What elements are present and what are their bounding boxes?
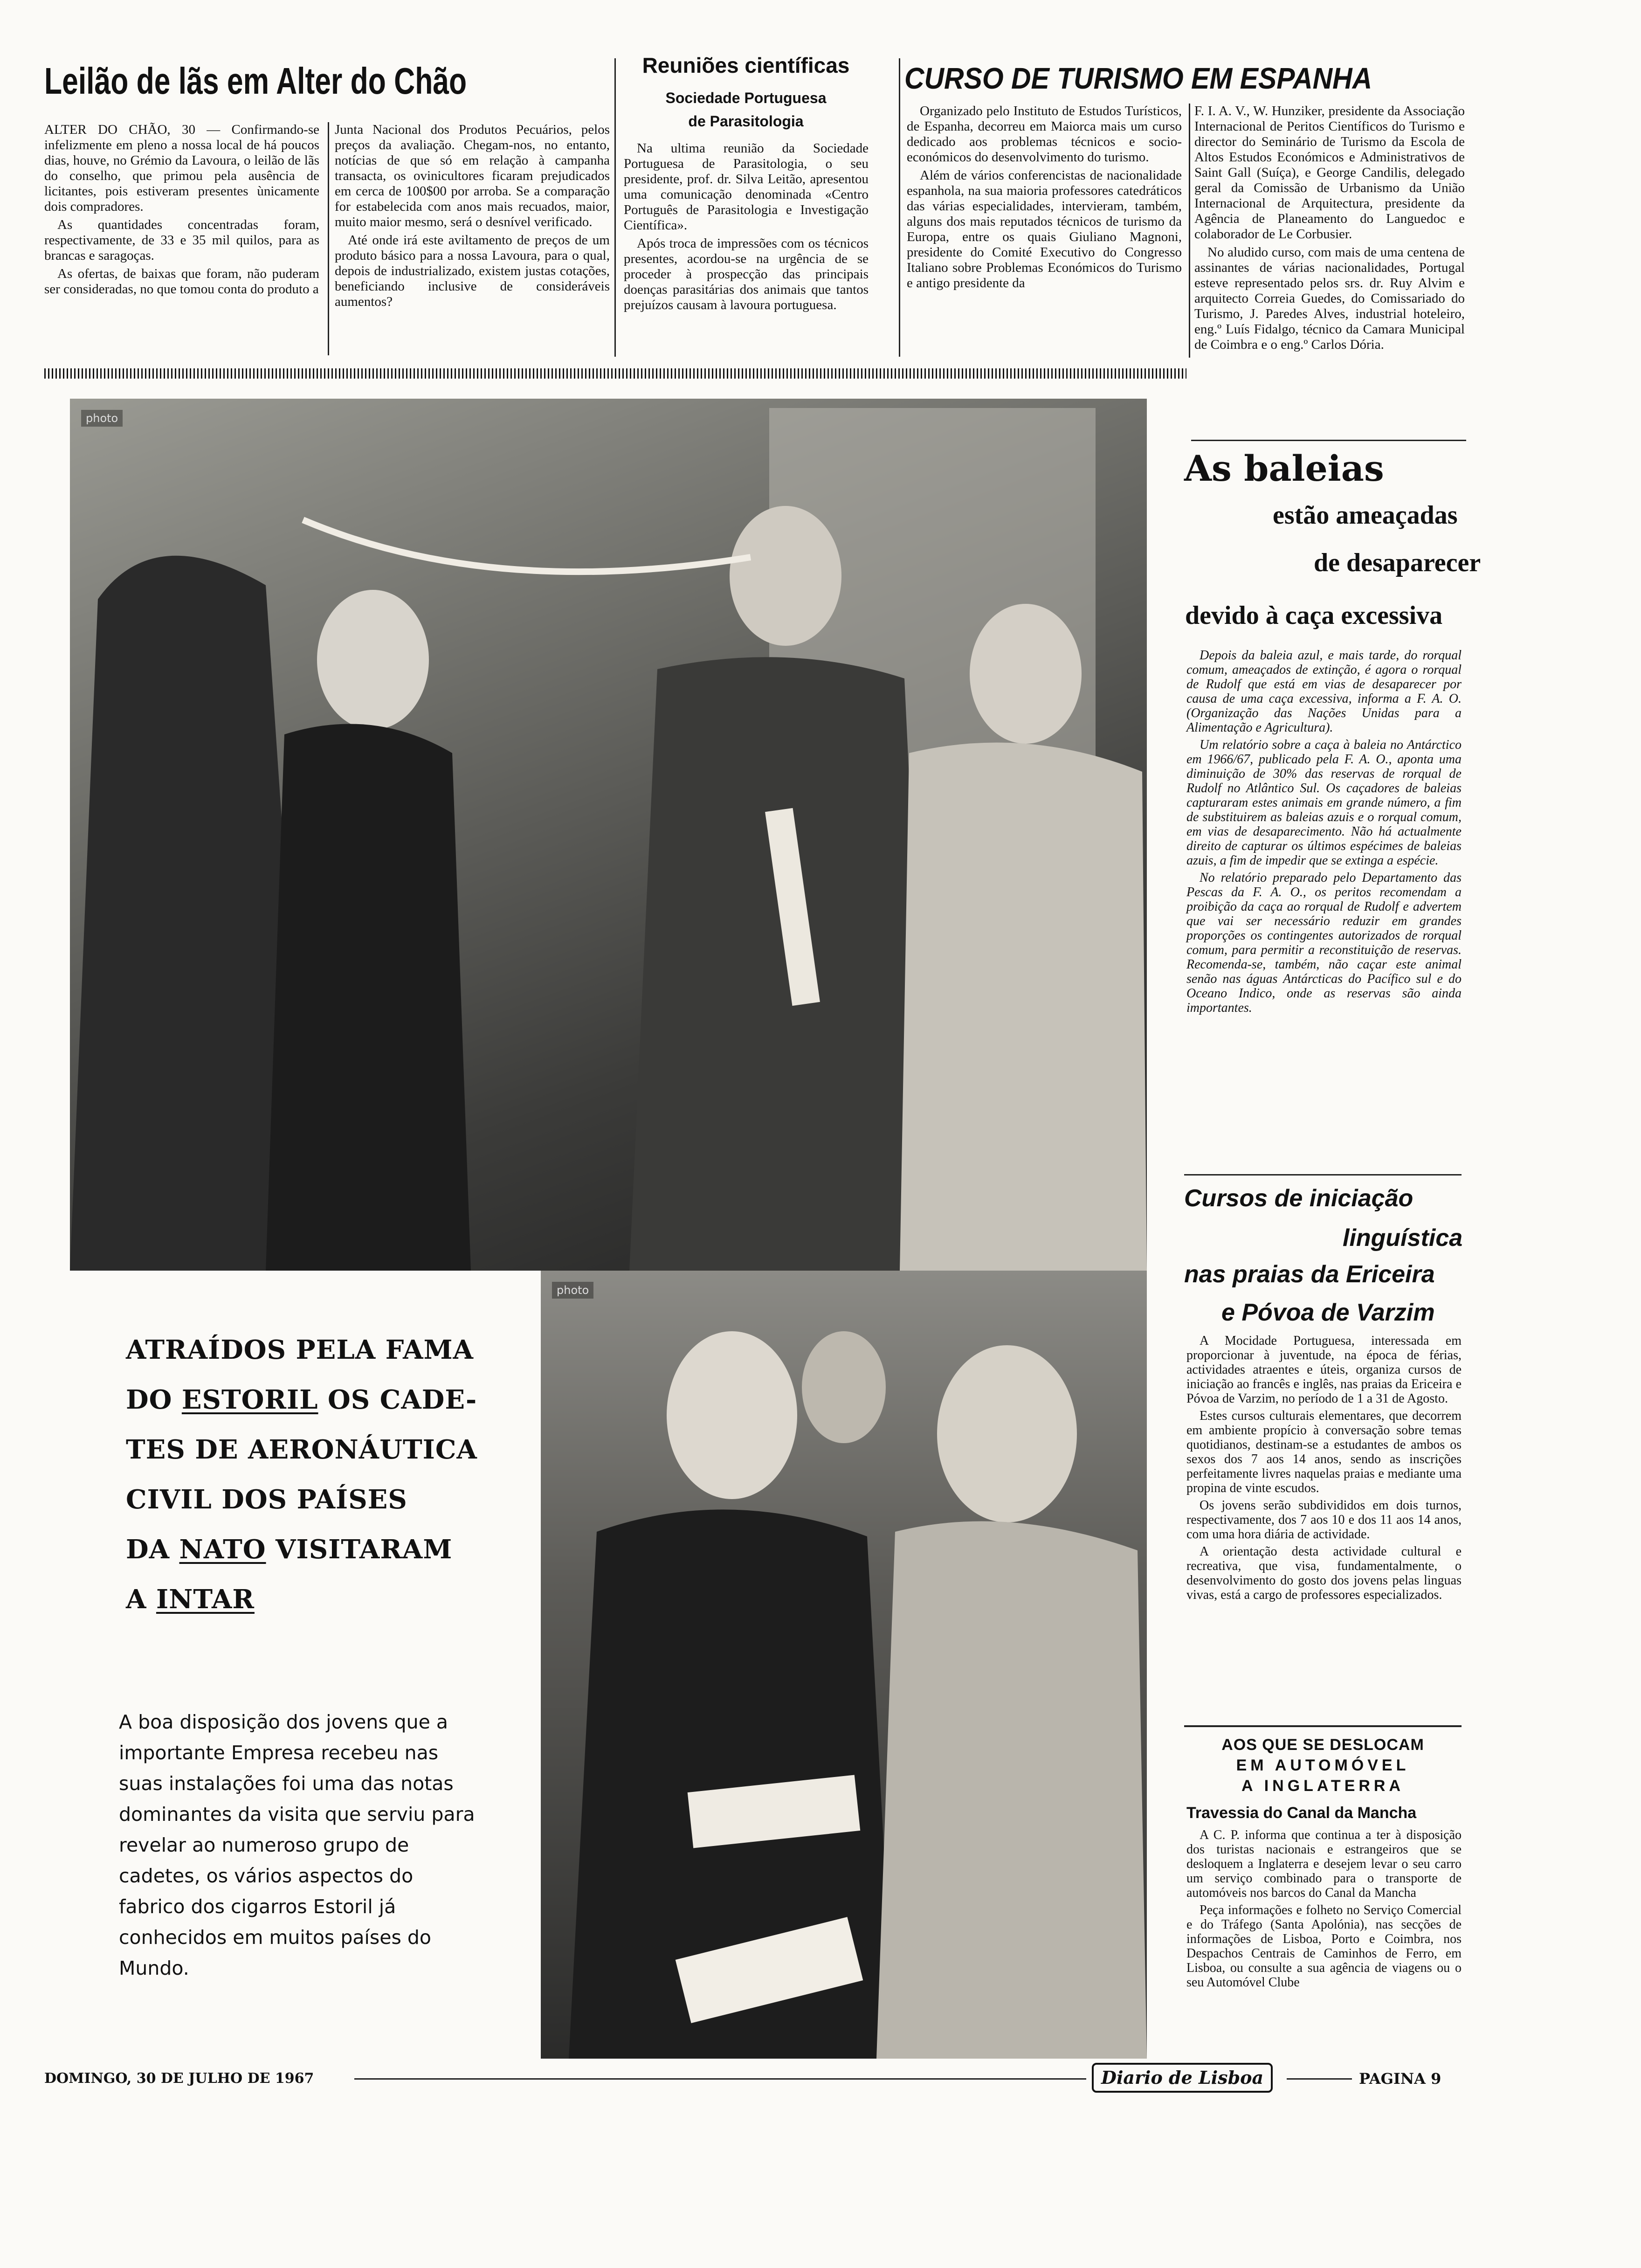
baleias-headline-4: devido à caça excessiva — [1185, 601, 1443, 630]
paragraph: Um relatório sobre a caça à baleia no Antárctico em 1966/67, publicado pela F. A. O., aponta uma diminuição de 30% das reservas de rorqual de Rudolf no Atlântico Sul. Os caçadores de baleias capturaram estes animais em grande número, a fim de substituirem as baleias azuis e o rorqual comum, em vias de desaparecimento. Não há actualmente direito de capturar os últimos espécimes de baleias azuis, a fim de impedir que se extinga a espécie. — [1186, 738, 1462, 868]
photo-cadets-with-director — [541, 1271, 1147, 2059]
paragraph: Além de vários conferencistas de nacionalidade espanhola, na sua maioria professores catedráticos das várias especialidades, intervieram, também, alguns dos mais reputados técnicos de turismo da Europa, entre os quais Giuliano Magnoni, presidente do Comité Executivo do Congresso Italiano sobre Problemas Económicos do Turismo e antigo presidente da — [907, 168, 1182, 290]
footer-masthead: Diario de Lisboa — [1092, 2063, 1273, 2093]
paragraph: Depois da baleia azul, e mais tarde, do rorqual comum, ameaçados de extinção, é agora o rorqual de Rudolf que está em vias de desaparecer por causa de uma caça excessiva, informa a F. A. O. (Organização das Nações Unidas para a Alimentação e Agricultura). — [1186, 648, 1462, 735]
leilao-headline: Leilão de lãs em Alter do Chão — [44, 60, 467, 102]
automovel-subhead: Travessia do Canal da Mancha — [1186, 1804, 1417, 1822]
paragraph: As quantidades concentradas foram, respectivamente, de 33 e 35 mil quilos, para as brancas e saragoças. — [44, 217, 319, 263]
cursos-headline-3: nas praias da Ericeira — [1184, 1261, 1435, 1288]
feature-headline-line: ATRAÍDOS PELA FAMA — [126, 1335, 474, 1365]
feature-caption: A boa disposição dos jovens que a importante Empresa recebeu nas suas instalações foi uma das notas dominantes da visita que serviu para revelar ao numeroso grupo de cadetes, os vários aspectos do fabrico dos cigarros Estoril já conhecidos em muitos países do Mundo. — [119, 1711, 475, 1979]
underlined-word-nato: NATO — [179, 1534, 266, 1565]
paragraph: Estes cursos culturais elementares, que decorrem em ambiente propício à conversação sobre temas quotidianos, destinam-se a estudantes de ambos os sexos dos 7 aos 14 anos, sendo as inscrições perfeitamente livres naquelas praias e mediante uma propina de vinte escudos. — [1186, 1409, 1462, 1495]
photo-cadets-group — [70, 399, 1147, 1271]
curso-column-2 — [1194, 104, 1465, 355]
paragraph: F. I. A. V., W. Hunziker, presidente da Associação Internacional de Peritos Científicos do Turismo e director do Seminário de Turismo da Escola de Altos Estudos Económicos e Administrativos de Saint Gall (Suíça), e George Candilis, delegado geral da Comissão de Urbanismo da União Internacional de Arquitectura, presidente da Agência de Planeamento do Languedoc e colaborador de Le Corbusier. — [1194, 104, 1465, 242]
reunioes-body — [624, 141, 869, 316]
automovel-body — [1186, 1828, 1462, 1992]
feature-headline-line: CIVIL DOS PAÍSES — [126, 1484, 407, 1515]
footer-date: DOMINGO, 30 DE JULHO DE 1967 — [44, 2070, 314, 2087]
feature-headline-line: DO ESTORIL OS CADE- — [126, 1384, 477, 1415]
baleias-headline-3: de desaparecer — [1314, 548, 1481, 577]
cursos-headline-2: linguística — [1343, 1224, 1463, 1252]
automovel-headline-2: EM AUTOMÓVEL — [1236, 1756, 1410, 1774]
paragraph: Até onde irá este aviltamento de preços de um produto básico para a nossa Lavoura, para o qual, depois de industrializado, existem justas cotações, beneficiando inclusive de consideráveis aumentos? — [335, 233, 610, 309]
paragraph: As ofertas, de baixas que foram, não puderam ser consideradas, no que tomou conta do produto a — [44, 266, 319, 297]
leilao-column-1 — [44, 122, 319, 300]
feature-headline — [126, 1325, 490, 1625]
reunioes-subhead-2: de Parasitologia — [688, 113, 804, 130]
underlined-word-intar: INTAR — [156, 1584, 255, 1615]
automovel-headline-1: AOS QUE SE DESLOCAM — [1221, 1736, 1424, 1754]
paragraph: ALTER DO CHÃO, 30 — Confirmando-se infelizmente em pleno a nossa local de há poucos dias, houve, no Grémio da Lavoura, o leilão de lãs do conselho, que primou pela ausência de licitantes, pois estiveram presentes ùnicamente dois compradores. — [44, 122, 319, 214]
footer-page-number: PAGINA 9 — [1359, 2070, 1441, 2088]
reunioes-subhead-1: Sociedade Portuguesa — [665, 90, 827, 106]
photo-label: photo — [81, 410, 123, 427]
curso-headline: CURSO DE TURISMO EM ESPANHA — [904, 62, 1372, 95]
cursos-body — [1186, 1334, 1462, 1605]
hatched-rule — [44, 368, 1186, 379]
paragraph: Após troca de impressões com os técnicos presentes, acordou-se na urgência de se proceder à prospecção das principais doenças parasitárias dos animais que tantos prejuízos causam à lavoura portuguesa. — [624, 236, 869, 312]
feature-headline-line: DA NATO VISITARAM — [126, 1534, 453, 1565]
cursos-headline-1: Cursos de iniciação — [1184, 1185, 1413, 1212]
underlined-word-estoril: ESTORIL — [181, 1384, 318, 1415]
baleias-headline-2: estão ameaçadas — [1273, 501, 1458, 530]
paragraph: A Mocidade Portuguesa, interessada em proporcionar à juventude, na época de férias, actividades atraentes e úteis, organiza cursos de iniciação ao francês e inglês, nas praias da Ericeira e Póvoa de Varzim, no período de 1 a 31 de Agosto. — [1186, 1334, 1462, 1406]
paragraph: Os jovens serão subdivididos em dois turnos, respectivamente, dos 7 aos 10 e dos 11 aos 14 anos, com uma hora diária de actividade. — [1186, 1498, 1462, 1542]
feature-headline-line: A INTAR — [126, 1584, 255, 1615]
paragraph: Na ultima reunião da Sociedade Portuguesa de Parasitologia, o seu presidente, prof. dr. Silva Leitão, apresentou uma comunicação denominada «Centro Português de Parasitologia e Investigação Científica». — [624, 141, 869, 233]
paragraph: A orientação desta actividade cultural e recreativa, que visa, fundamentalmente, o desenvolvimento do gosto dos jovens pelas linguas vivas, está a cargo de professores especializados. — [1186, 1544, 1462, 1602]
cursos-headline-4: e Póvoa de Varzim — [1221, 1299, 1435, 1326]
baleias-headline-1: As baleias — [1184, 448, 1384, 489]
automovel-headline-3: A INGLATERRA — [1241, 1777, 1405, 1795]
paragraph: Organizado pelo Instituto de Estudos Turísticos, de Espanha, decorreu em Maiorca mais um curso dedicado aos problemas técnicos e socio-económicos do desenvolvimento do turismo. — [907, 104, 1182, 165]
curso-column-1 — [907, 104, 1182, 294]
paragraph: No relatório preparado pelo Departamento das Pescas da F. A. O., os peritos recomendam a proibição da caça ao rorqual de Rudolf e advertem que vai ser necessário reduzir em grandes proporções os contingentes autorizados de rorqual comum, para permitir a reconstituição de reservas. Recomenda-se, também, não caçar este animal senão nas águas Antárcticas do Pacífico sul e do Oceano Indico, onde as reservas são ainda importantes. — [1186, 871, 1462, 1015]
paragraph: Peça informações e folheto no Serviço Comercial e do Tráfego (Santa Apolónia), nas secções de informações de Lisboa, Porto e Coimbra, nos Despachos Centrais de Caminhos de Ferro, em Lisboa, ou consulte a sua agência de viagens ou o seu Automóvel Clube — [1186, 1903, 1462, 1990]
leilao-column-2 — [335, 122, 610, 312]
paragraph: Junta Nacional dos Produtos Pecuários, pelos preços da avaliação. Chegam-nos, no entanto, notícias de que só em relação à campanha transacta, os ovinicultores ficaram prejudicados em cerca de 100$00 por arroba. Se a comparação for estabelecida com anos mais recuados, maior, muito maior mesmo, será o desnível verificado. — [335, 122, 610, 229]
feature-headline-line: TES DE AERONÁUTICA — [126, 1434, 477, 1465]
paragraph: A C. P. informa que continua a ter à disposição dos turistas nacionais e estrangeiros que se desloquem a Inglaterra e desejem levar o seu carro um serviço combinado para o transporte de automóveis nos barcos do Canal da Mancha — [1186, 1828, 1462, 1900]
photo-label: photo — [552, 1282, 593, 1299]
reunioes-headline: Reuniões científicas — [642, 53, 850, 77]
baleias-body — [1186, 648, 1462, 1018]
paragraph: No aludido curso, com mais de uma centena de assinantes de várias nacionalidades, Portugal esteve representado pelos srs. dr. Ruy Alvim e arquitecto Correia Guedes, do Comissariado do Turismo, J. Paredes Alves, industrial hoteleiro, eng.º Luís Fidalgo, técnico da Camara Municipal de Coimbra e o eng.º Carlos Dória. — [1194, 245, 1465, 352]
